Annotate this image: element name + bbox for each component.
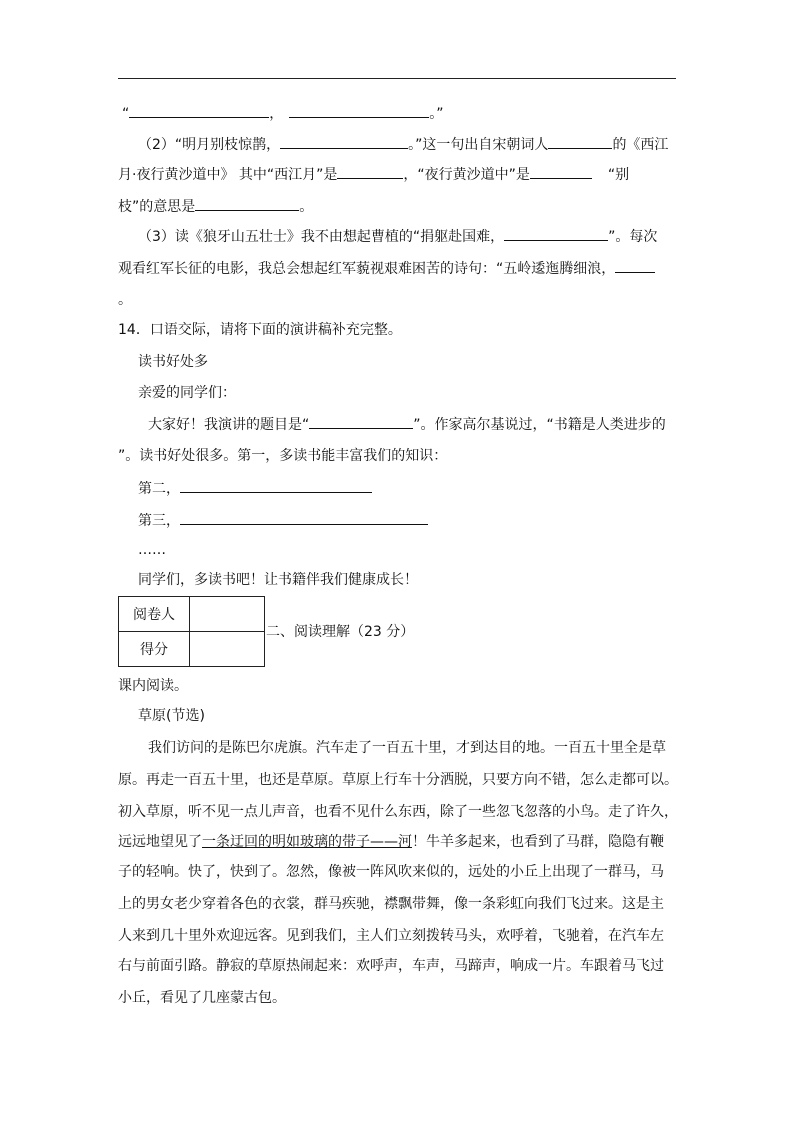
header-rule [118, 78, 676, 79]
passage-line: 我们访问的是陈巴尔虎旗。汽车走了一百五十里，才到达目的地。一百五十里全是草 [148, 740, 666, 756]
answer-blank[interactable] [504, 226, 608, 241]
answer-blank[interactable] [129, 103, 269, 118]
q13-p3-line-2 [118, 258, 655, 279]
text: “别 [607, 167, 630, 183]
q14-question: 14．口语交际，请将下面的演讲稿补充完整。 [118, 322, 402, 338]
answer-blank[interactable] [280, 134, 408, 149]
text: ， [269, 106, 284, 122]
speech-third [138, 510, 428, 531]
answer-blank[interactable] [289, 103, 429, 118]
text: “ [122, 106, 130, 122]
answer-blank[interactable] [337, 164, 403, 179]
passage-line: 人来到几十里外欢迎远客。见到我们，主人们立刻拨转马头，欢呼着，飞驰着，在汽车左 [118, 928, 664, 944]
speech-greeting: 亲爱的同学们： [138, 385, 236, 401]
section-intro: 课内阅读。 [118, 678, 188, 694]
answer-blank[interactable] [615, 258, 655, 273]
underlined-phrase: 一条迂回的明如玻璃的带子——河 [202, 834, 412, 850]
score-cell[interactable] [190, 632, 265, 667]
speech-ellipsis: …… [138, 542, 166, 558]
answer-blank[interactable] [195, 196, 299, 211]
q13-p3-line-3 [118, 290, 132, 310]
text: 的《西江 [612, 137, 669, 153]
passage-line: 子的轻响。快了，快到了。忽然，像被一阵风吹来似的，远处的小丘上出现了一群马，马 [118, 864, 664, 880]
text: 。”这一句出自宋朝词人 [408, 137, 549, 153]
text: （2）“明月别枝惊鹊， [138, 137, 281, 153]
speech-second [138, 478, 372, 499]
answer-blank[interactable] [309, 414, 413, 429]
answer-blank[interactable] [180, 510, 428, 525]
text: 远远地望见了 [118, 834, 202, 850]
text: （3）读《狼牙山五壮士》我不由想起曹植的“捐躯赴国难， [138, 229, 505, 245]
text: 。 [299, 199, 314, 215]
text: 。 [118, 292, 132, 308]
answer-blank[interactable] [530, 164, 592, 179]
passage-line: 小丘，看见了几座蒙古包。 [118, 990, 286, 1006]
passage-line: 右与前面引路。静寂的草原热闹起来：欢呼声，车声，马蹄声，响成一片。车跟着马飞过 [118, 958, 664, 974]
speech-closing: 同学们，多读书吧！让书籍伴我们健康成长！ [138, 572, 418, 588]
q13-p2-line-3 [118, 196, 313, 217]
answer-blank[interactable] [548, 134, 612, 149]
speech-sentence-2: ”。读书好处很多。第一，多读书能丰富我们的知识： [118, 448, 448, 464]
text: 大家好！我演讲的题目是“ [148, 417, 310, 433]
text: 月·夜行黄沙道中》 其中“西江月”是 [118, 167, 338, 183]
passage-line [118, 832, 664, 852]
text: 第三， [138, 513, 180, 529]
score-label: 得分 [119, 632, 190, 667]
text: 第二， [138, 481, 180, 497]
answer-blank[interactable] [180, 478, 372, 493]
q13-p2-line-2 [118, 164, 629, 185]
speech-title: 读书好处多 [138, 354, 208, 370]
reviewer-cell[interactable] [190, 597, 265, 632]
text: ！牛羊多起来，也看到了马群，隐隐有鞭 [412, 834, 664, 850]
q13-line-1 [122, 103, 444, 124]
q13-p3-line-1 [138, 226, 657, 247]
passage-line: 上的男女老少穿着各色的衣裳，群马疾驰，襟飘带舞，像一条彩虹向我们飞过来。这是主 [118, 896, 664, 912]
text: ”。作家高尔基说过，“书籍是人类进步的 [413, 417, 666, 433]
passage-line: 初入草原，听不见一点儿声音，也看不见什么东西，除了一些忽飞忽落的小鸟。走了许久， [118, 804, 678, 820]
text: 枝”的意思是 [118, 199, 196, 215]
text: ，“夜行黄沙道中”是 [403, 167, 530, 183]
text: ”。每次 [608, 229, 658, 245]
section-heading: 二、阅读理解（23 分） [266, 624, 415, 640]
reviewer-label: 阅卷人 [119, 597, 190, 632]
speech-sentence-1 [148, 414, 666, 435]
passage-title: 草原(节选) [138, 708, 205, 724]
passage-line: 原。再走一百五十里，也还是草原。草原上行车十分洒脱，只要方向不错，怎么走都可以。 [118, 772, 678, 788]
q13-p2-line-1 [138, 134, 668, 155]
text: 观看红军长征的电影，我总会想起红军藐视艰难困苦的诗句：“五岭逶迤腾细浪， [118, 261, 616, 277]
score-table [118, 596, 265, 667]
text: 。” [429, 106, 444, 122]
